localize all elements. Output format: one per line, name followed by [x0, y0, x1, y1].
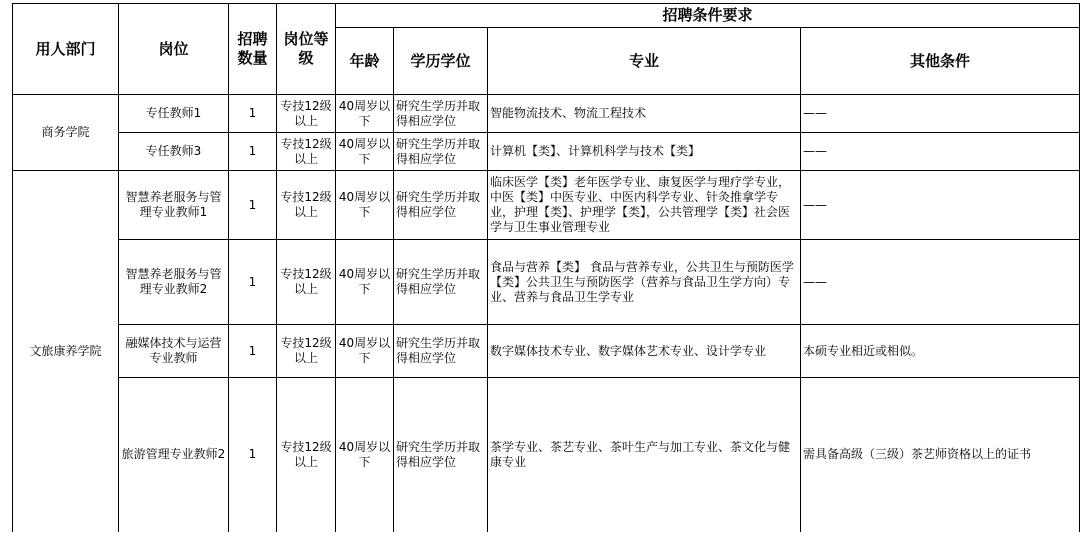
level-cell: 专技12级以上: [277, 325, 336, 378]
major-cell: 数字媒体技术专业、数字媒体艺术专业、设计学专业: [488, 325, 801, 378]
department-cell: 文旅康养学院: [13, 171, 119, 532]
header-count: 招聘数量: [229, 4, 277, 95]
position-cell: 融媒体技术与运营专业教师: [119, 325, 229, 378]
header-education: 学历学位: [394, 28, 488, 95]
major-cell: 茶学专业、茶艺专业、茶叶生产与加工专业、茶文化与健康专业: [488, 378, 801, 532]
other-cell: ——: [801, 171, 1080, 240]
table-row: [13, 240, 1080, 325]
department-cell: 商务学院: [13, 95, 119, 171]
age-cell: 40周岁以下: [336, 171, 394, 240]
education-cell: 研究生学历并取得相应学位: [394, 133, 488, 171]
header-requirements: 招聘条件要求: [336, 4, 1080, 28]
table-row: [13, 95, 1080, 133]
major-cell: 临床医学【类】老年医学专业、康复医学与理疗学专业，中医【类】中医专业、中医内科学专业、针灸推拿学专业，护理【类】、护理学【类】，公共管理学【类】社会医学与卫生事业管理专业: [488, 171, 801, 240]
age-cell: 40周岁以下: [336, 325, 394, 378]
count-cell: 1: [229, 95, 277, 133]
age-cell: 40周岁以下: [336, 378, 394, 532]
other-cell: ——: [801, 240, 1080, 325]
count-cell: 1: [229, 325, 277, 378]
education-cell: 研究生学历并取得相应学位: [394, 171, 488, 240]
other-cell: ——: [801, 95, 1080, 133]
table-row: [13, 133, 1080, 171]
position-cell: 旅游管理专业教师2: [119, 378, 229, 532]
header-age: 年龄: [336, 28, 394, 95]
age-cell: 40周岁以下: [336, 240, 394, 325]
count-cell: 1: [229, 133, 277, 171]
header-position: 岗位: [119, 4, 229, 95]
other-cell: ——: [801, 133, 1080, 171]
education-cell: 研究生学历并取得相应学位: [394, 95, 488, 133]
position-cell: 智慧养老服务与管理专业教师1: [119, 171, 229, 240]
count-cell: 1: [229, 171, 277, 240]
position-cell: 专任教师1: [119, 95, 229, 133]
education-cell: 研究生学历并取得相应学位: [394, 240, 488, 325]
level-cell: 专技12级以上: [277, 171, 336, 240]
header-dept: 用人部门: [13, 4, 119, 95]
header-major: 专业: [488, 28, 801, 95]
table-row: [13, 378, 1080, 532]
education-cell: 研究生学历并取得相应学位: [394, 325, 488, 378]
level-cell: 专技12级以上: [277, 240, 336, 325]
count-cell: 1: [229, 240, 277, 325]
count-cell: 1: [229, 378, 277, 532]
level-cell: 专技12级以上: [277, 133, 336, 171]
other-cell: 本硕专业相近或相似。: [801, 325, 1080, 378]
header-other: 其他条件: [801, 28, 1080, 95]
position-cell: 专任教师3: [119, 133, 229, 171]
level-cell: 专技12级以上: [277, 95, 336, 133]
level-cell: 专技12级以上: [277, 378, 336, 532]
header-level: 岗位等级: [277, 4, 336, 95]
education-cell: 研究生学历并取得相应学位: [394, 378, 488, 532]
other-cell: 需具备高级（三级）茶艺师资格以上的证书: [801, 378, 1080, 532]
recruitment-table: [12, 3, 1080, 532]
position-cell: 智慧养老服务与管理专业教师2: [119, 240, 229, 325]
major-cell: 计算机【类】、计算机科学与技术【类】: [488, 133, 801, 171]
major-cell: 食品与营养【类】 食品与营养专业，公共卫生与预防医学【类】公共卫生与预防医学（营养与食品卫生学方向）专业、营养与食品卫生学专业: [488, 240, 801, 325]
major-cell: 智能物流技术、物流工程技术: [488, 95, 801, 133]
age-cell: 40周岁以下: [336, 133, 394, 171]
age-cell: 40周岁以下: [336, 95, 394, 133]
table-row: [13, 171, 1080, 240]
table-row: [13, 325, 1080, 378]
